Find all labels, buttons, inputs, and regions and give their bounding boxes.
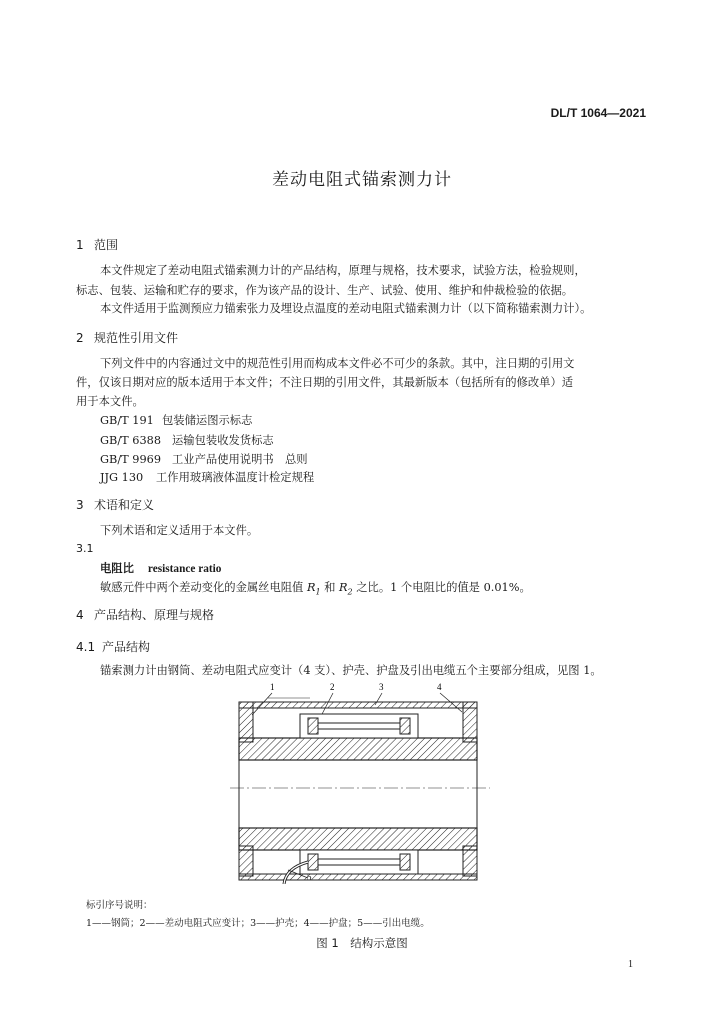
callout-2: 2	[330, 682, 335, 692]
section-title: 规范性引用文件	[94, 331, 179, 345]
section-1-para1-line1: 本文件规定了差动电阻式锚索测力计的产品结构，原理与规格，技术要求，试验方法，检验规则，	[100, 264, 586, 277]
term-definition	[100, 579, 531, 596]
section-4-1-para: 锚索测力计由钢筒、差动电阻式应变计（4 支）、护壳、护盘及引出电缆五个主要部分组成，见图 1。	[100, 664, 602, 677]
section-title: 范围	[94, 238, 119, 252]
section-number: 2	[76, 331, 84, 345]
reference-name: 工业产品使用说明书 总则	[172, 453, 308, 466]
legend-text: 1——钢筒；2——差动电阻式应变计；3——护壳；4——护盘；5——引出电缆。	[86, 918, 430, 929]
section-4-heading	[76, 606, 214, 623]
callout-4: 4	[437, 682, 442, 692]
term-chinese: 电阻比	[100, 561, 134, 575]
reference-item	[100, 412, 252, 428]
document-title: 差动电阻式锚索测力计	[272, 170, 452, 190]
section-1-heading	[76, 236, 118, 253]
term-heading	[100, 560, 221, 576]
reference-item	[100, 451, 308, 467]
callout-1: 1	[270, 682, 275, 692]
section-number: 3	[76, 498, 84, 512]
definition-text: 之比。1 个电阻比的值是 0.01%。	[352, 581, 531, 594]
reference-name: 运输包装收发货标志	[172, 434, 274, 447]
reference-item	[100, 432, 274, 448]
section-1-para2: 本文件适用于监测预应力锚索张力及埋设点温度的差动电阻式锚索测力计（以下简称锚索测力计）。	[100, 302, 592, 315]
term-number: 3.1	[76, 542, 94, 555]
figure-caption: 图 1 结构示意图	[316, 936, 408, 950]
variable-r1: $R_1$	[306, 581, 321, 597]
page-number: 1	[628, 959, 633, 970]
section-number: 4	[76, 608, 84, 622]
section-title: 术语和定义	[94, 498, 155, 512]
variable-r2: $R_2$	[339, 581, 353, 597]
reference-code: GB/T 9969	[100, 453, 162, 466]
reference-name: 工作用玻璃液体温度计检定规程	[156, 471, 315, 484]
callout-5-leader	[286, 868, 316, 880]
reference-code: GB/T 6388	[100, 434, 162, 447]
section-2-para-line3: 用于本文件。	[76, 395, 144, 408]
structure-diagram	[230, 678, 490, 884]
reference-code: JJG 130	[100, 471, 144, 484]
reference-item	[100, 469, 314, 485]
section-3-intro: 下列术语和定义适用于本文件。	[100, 524, 259, 537]
reference-code: GB/T 191	[100, 414, 154, 427]
callout-3: 3	[379, 682, 384, 692]
subsection-4-1-heading	[76, 638, 150, 655]
section-2-para-line1: 下列文件中的内容通过文中的规范性引用而构成本文件必不可少的条款。其中，注日期的引用文	[100, 357, 575, 370]
section-number: 1	[76, 238, 84, 252]
section-2-para-line2: 件，仅该日期对应的版本适用于本文件；不注日期的引用文件，其最新版本（包括所有的修改单）适	[76, 376, 574, 389]
reference-name: 包装储运图示标志	[162, 414, 253, 427]
standard-number: DL/T 1064—2021	[550, 106, 646, 120]
section-title: 产品结构、原理与规格	[94, 608, 215, 622]
callout-5: 5	[307, 872, 312, 882]
subsection-title: 产品结构	[102, 640, 151, 654]
term-english: resistance ratio	[147, 563, 222, 575]
legend-title: 标引序号说明：	[86, 900, 153, 911]
section-1-para1-line2: 标志、包装、运输和贮存的要求，作为该产品的设计、生产、试验、使用、维护和仲裁检验的依据。	[76, 284, 574, 297]
definition-text: 和	[320, 581, 340, 594]
definition-text: 敏感元件中两个差动变化的金属丝电阻值	[100, 581, 307, 594]
subsection-number: 4.1	[76, 640, 96, 654]
section-3-heading	[76, 496, 154, 513]
section-2-heading	[76, 329, 178, 346]
